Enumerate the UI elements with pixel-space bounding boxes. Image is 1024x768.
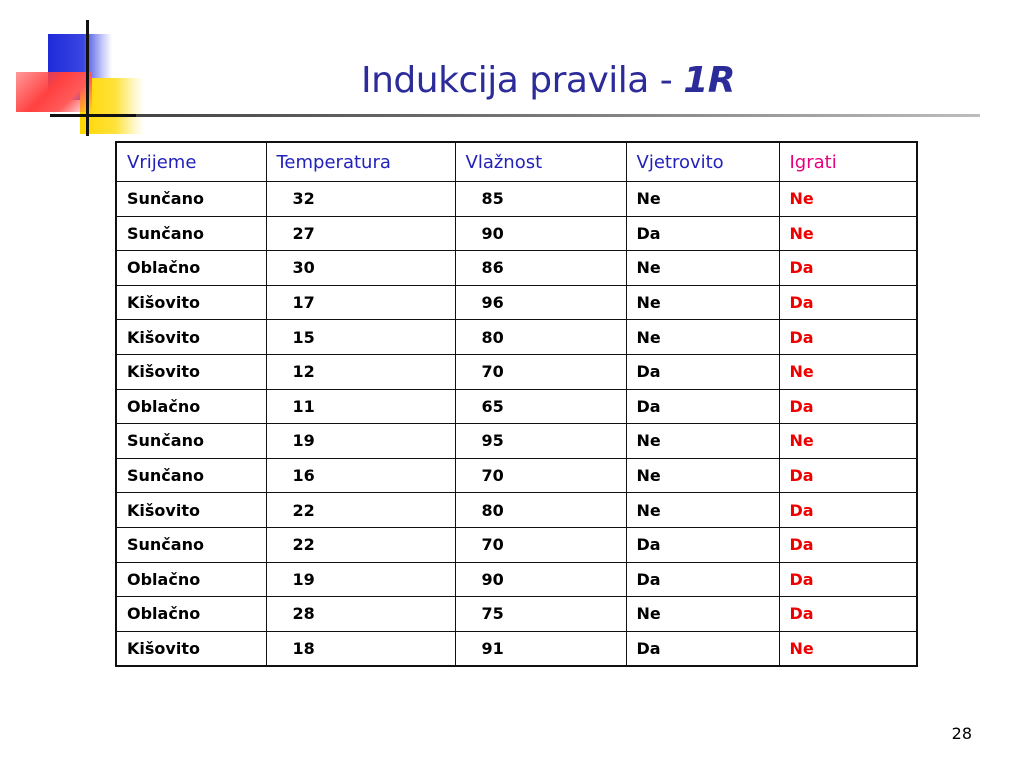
cell-vjetrovito: Da — [626, 562, 779, 597]
cell-temperatura: 17 — [266, 285, 455, 320]
cell-vlaznost: 80 — [455, 493, 626, 528]
cell-vlaznost: 70 — [455, 354, 626, 389]
cell-temperatura: 12 — [266, 354, 455, 389]
table-header-row — [116, 142, 917, 182]
cell-igrati: Da — [779, 562, 917, 597]
cell-vrijeme: Sunčano — [116, 216, 266, 251]
cell-vjetrovito: Da — [626, 631, 779, 666]
table-row — [116, 562, 917, 597]
table-row — [116, 320, 917, 355]
table-row — [116, 216, 917, 251]
cell-vrijeme: Oblačno — [116, 251, 266, 286]
cell-vrijeme: Kišovito — [116, 320, 266, 355]
cell-igrati: Da — [779, 320, 917, 355]
table-row — [116, 389, 917, 424]
cell-vrijeme: Oblačno — [116, 562, 266, 597]
cell-vjetrovito: Ne — [626, 493, 779, 528]
table-row — [116, 251, 917, 286]
table-row — [116, 493, 917, 528]
cell-igrati: Ne — [779, 354, 917, 389]
cell-vrijeme: Oblačno — [116, 389, 266, 424]
cell-temperatura: 27 — [266, 216, 455, 251]
cell-vjetrovito: Ne — [626, 182, 779, 217]
cell-temperatura: 19 — [266, 424, 455, 459]
cell-vjetrovito: Da — [626, 354, 779, 389]
cell-vjetrovito: Da — [626, 389, 779, 424]
table-row — [116, 285, 917, 320]
cell-vjetrovito: Ne — [626, 597, 779, 632]
cell-temperatura: 32 — [266, 182, 455, 217]
cell-vlaznost: 91 — [455, 631, 626, 666]
cell-igrati: Ne — [779, 424, 917, 459]
cell-igrati: Da — [779, 527, 917, 562]
title-divider — [136, 114, 980, 117]
cell-temperatura: 28 — [266, 597, 455, 632]
cell-vrijeme: Sunčano — [116, 424, 266, 459]
header-temperatura: Temperatura — [266, 142, 455, 182]
cell-igrati: Ne — [779, 631, 917, 666]
header-igrati: Igrati — [779, 142, 917, 182]
cell-igrati: Ne — [779, 216, 917, 251]
cell-igrati: Da — [779, 458, 917, 493]
title-accent-text: 1R — [683, 60, 735, 102]
cell-vrijeme: Sunčano — [116, 182, 266, 217]
cell-temperatura: 11 — [266, 389, 455, 424]
table-row — [116, 597, 917, 632]
cell-vrijeme: Oblačno — [116, 597, 266, 632]
cell-igrati: Ne — [779, 182, 917, 217]
cell-vlaznost: 70 — [455, 458, 626, 493]
cell-vjetrovito: Ne — [626, 458, 779, 493]
cell-vlaznost: 90 — [455, 562, 626, 597]
cell-vlaznost: 80 — [455, 320, 626, 355]
table-row — [116, 527, 917, 562]
cell-vlaznost: 90 — [455, 216, 626, 251]
cell-igrati: Da — [779, 493, 917, 528]
cell-vrijeme: Sunčano — [116, 458, 266, 493]
cell-temperatura: 22 — [266, 527, 455, 562]
cell-vrijeme: Kišovito — [116, 493, 266, 528]
cell-temperatura: 19 — [266, 562, 455, 597]
table-row — [116, 424, 917, 459]
cell-vlaznost: 86 — [455, 251, 626, 286]
header-vjetrovito: Vjetrovito — [626, 142, 779, 182]
cell-temperatura: 15 — [266, 320, 455, 355]
header-vlaznost: Vlažnost — [455, 142, 626, 182]
header-vrijeme: Vrijeme — [116, 142, 266, 182]
cell-vjetrovito: Da — [626, 216, 779, 251]
cell-vrijeme: Sunčano — [116, 527, 266, 562]
cell-vlaznost: 85 — [455, 182, 626, 217]
table-row — [116, 631, 917, 666]
horizontal-line-decoration — [50, 114, 136, 117]
table-header — [116, 142, 917, 182]
slide-title — [0, 60, 1024, 101]
cell-vjetrovito: Ne — [626, 285, 779, 320]
weather-data-table — [115, 141, 918, 667]
cell-temperatura: 18 — [266, 631, 455, 666]
cell-temperatura: 22 — [266, 493, 455, 528]
cell-temperatura: 16 — [266, 458, 455, 493]
cell-igrati: Da — [779, 389, 917, 424]
cell-igrati: Da — [779, 597, 917, 632]
title-main-text: Indukcija pravila - — [361, 60, 684, 102]
cell-vjetrovito: Ne — [626, 320, 779, 355]
table-row — [116, 354, 917, 389]
cell-igrati: Da — [779, 285, 917, 320]
table-body — [116, 182, 917, 667]
cell-vlaznost: 70 — [455, 527, 626, 562]
page-number: 28 — [951, 724, 972, 743]
cell-vrijeme: Kišovito — [116, 631, 266, 666]
cell-vjetrovito: Ne — [626, 251, 779, 286]
cell-vjetrovito: Da — [626, 527, 779, 562]
table-row — [116, 458, 917, 493]
cell-vrijeme: Kišovito — [116, 354, 266, 389]
cell-vlaznost: 95 — [455, 424, 626, 459]
cell-vjetrovito: Ne — [626, 424, 779, 459]
table-row — [116, 182, 917, 217]
cell-vlaznost: 65 — [455, 389, 626, 424]
cell-temperatura: 30 — [266, 251, 455, 286]
cell-vrijeme: Kišovito — [116, 285, 266, 320]
cell-vlaznost: 96 — [455, 285, 626, 320]
cell-igrati: Da — [779, 251, 917, 286]
cell-vlaznost: 75 — [455, 597, 626, 632]
